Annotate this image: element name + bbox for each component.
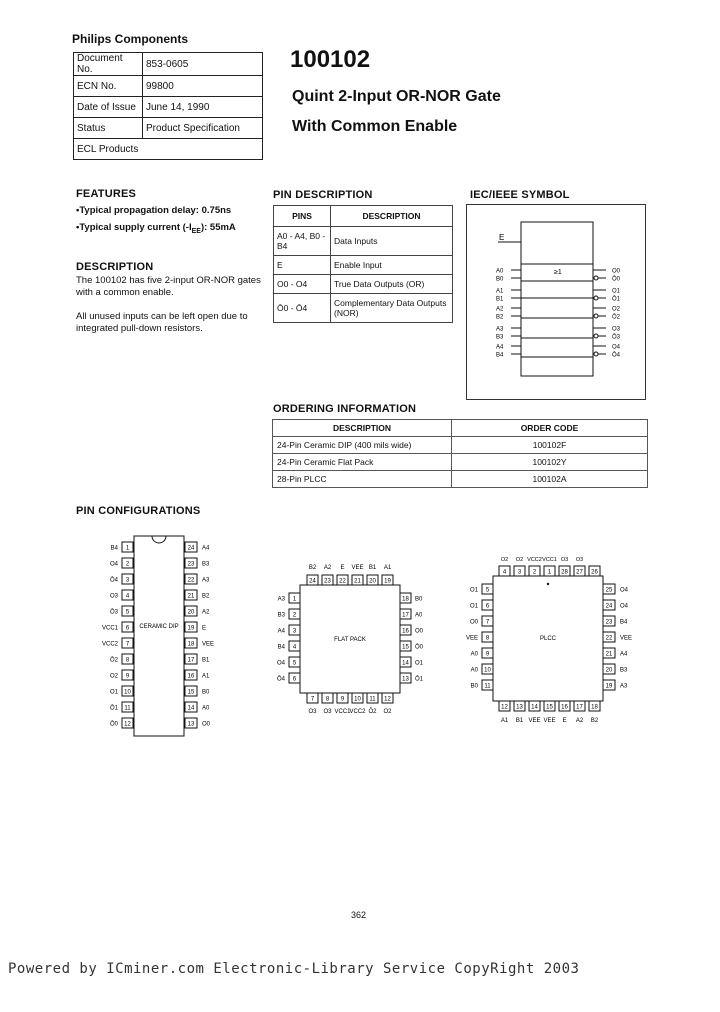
- pin-number: 19: [187, 625, 195, 632]
- dip-notch: [152, 536, 166, 543]
- input-label: B3: [496, 334, 504, 341]
- pin1-marker: [547, 583, 549, 585]
- pin-number: 22: [605, 635, 613, 642]
- pin-number: 11: [369, 696, 376, 703]
- pin-name: A3: [277, 596, 285, 603]
- output-label: Ō4: [612, 352, 621, 359]
- pin-number: 9: [485, 651, 490, 658]
- pin-number: 5: [125, 609, 130, 616]
- pin-description-table: [273, 205, 453, 323]
- pin-name: O0: [415, 628, 424, 635]
- pin-number: 28: [561, 569, 568, 576]
- pin-number: 24: [605, 603, 613, 610]
- pin-name: B3: [277, 612, 285, 619]
- input-label: B4: [496, 352, 504, 359]
- pin-number: 16: [187, 673, 195, 680]
- order-code: 100102F: [452, 437, 648, 454]
- output-label: O3: [612, 326, 621, 333]
- pin-name: VEE: [351, 565, 364, 571]
- title-line-1: Quint 2-Input OR-NOR Gate: [292, 88, 501, 105]
- pin-number: 3: [125, 577, 130, 584]
- output-label: Ō3: [612, 334, 621, 341]
- pin-number: 14: [531, 704, 538, 711]
- pin-name: B2: [202, 593, 210, 600]
- iec-symbol-diagram: [466, 204, 646, 400]
- pin-number: 27: [576, 569, 583, 576]
- pin-number: 4: [125, 593, 130, 600]
- pin-name: O4: [109, 561, 118, 568]
- desc-cell: Complementary Data Outputs (NOR): [331, 294, 453, 323]
- pin-name: B4: [110, 545, 118, 552]
- pin-number: 23: [605, 619, 613, 626]
- pin-number: 6: [292, 676, 297, 683]
- pin-number: 1: [547, 569, 552, 576]
- pin-name: B2: [308, 565, 317, 571]
- plcc-diagram: [455, 552, 645, 727]
- input-label: A0: [496, 268, 504, 275]
- enable-block: [521, 222, 593, 264]
- pin-cell: E: [274, 256, 331, 275]
- pin-name: Ō2: [109, 657, 118, 664]
- part-number: 100102: [290, 46, 371, 73]
- plcc-label: PLCC: [539, 636, 557, 642]
- pin-name: VCC2: [349, 709, 366, 715]
- col-header: PINS: [274, 206, 331, 227]
- footer-watermark: Powered by ICminer.com Electronic-Library Service CopyRight 2003: [8, 961, 580, 977]
- doc-label: Status: [74, 118, 143, 139]
- pin-name: B0: [202, 689, 210, 696]
- pin-number: 3: [292, 628, 297, 635]
- pin-name: O1: [469, 603, 478, 610]
- dip-body: [134, 536, 184, 736]
- pin-number: 6: [125, 625, 130, 632]
- pin-name: O3: [109, 593, 118, 600]
- pin-number: 14: [402, 660, 409, 667]
- pin-number: 8: [325, 696, 330, 703]
- pin-name: O0: [202, 721, 211, 728]
- pin-name: B3: [620, 667, 628, 674]
- pin-name: B2: [590, 718, 599, 724]
- pin-name: A0: [470, 667, 478, 674]
- pin-name: O0: [469, 619, 478, 626]
- pin-number: 11: [484, 683, 491, 690]
- pin-name: A4: [202, 545, 210, 552]
- pin-number: 2: [125, 561, 130, 568]
- pin-name: Ō2: [368, 709, 377, 715]
- desc-cell: Enable Input: [331, 256, 453, 275]
- order-desc: 28-Pin PLCC: [273, 471, 452, 488]
- pin-name: A1: [383, 565, 392, 571]
- pin-name: Ō1: [109, 705, 118, 712]
- dip-label: CERAMIC DIP: [139, 624, 179, 630]
- pin-number: 10: [354, 696, 361, 703]
- desc-cell: Data Inputs: [331, 227, 453, 256]
- pin-name: B0: [470, 683, 478, 690]
- pin-number: 20: [187, 609, 195, 616]
- pin-number: 5: [292, 660, 297, 667]
- pin-name: VCC2: [527, 557, 542, 563]
- pin-name: Ō3: [109, 609, 118, 616]
- pin-number: 15: [187, 689, 195, 696]
- pin-name: O4: [620, 587, 629, 594]
- pin-name: Ō4: [276, 676, 285, 683]
- input-label: B1: [496, 296, 504, 303]
- pin-number: 17: [187, 657, 195, 664]
- pin-number: 7: [125, 641, 130, 648]
- input-label: B2: [496, 314, 504, 321]
- col-header: DESCRIPTION: [331, 206, 453, 227]
- pin-name: O2: [383, 709, 392, 715]
- pin-name: O1: [415, 660, 424, 667]
- doc-value: Product Specification: [143, 118, 263, 139]
- pin-number: 26: [591, 569, 598, 576]
- pin-name: B3: [202, 561, 210, 568]
- title-line-2: With Common Enable: [292, 118, 458, 135]
- pin-name: O3: [308, 709, 317, 715]
- ordering-heading: ORDERING INFORMATION: [273, 403, 417, 415]
- pin-number: 7: [485, 619, 490, 626]
- pin-number: 19: [605, 683, 613, 690]
- pin-number: 17: [576, 704, 583, 711]
- pin-name: B4: [620, 619, 628, 626]
- pin-name: VCC1: [334, 709, 351, 715]
- pin-name: O3: [560, 557, 569, 563]
- pin-name: A2: [575, 718, 584, 724]
- pin-number: 7: [310, 696, 315, 703]
- pin-number: 4: [292, 644, 297, 651]
- pin-number: 6: [485, 603, 490, 610]
- pin-name: VCC1: [542, 557, 557, 563]
- pin-number: 4: [502, 569, 507, 576]
- pin-name: VEE: [528, 718, 541, 724]
- pin-number: 13: [187, 721, 195, 728]
- pin-number: 23: [187, 561, 195, 568]
- pin-number: 23: [324, 578, 331, 585]
- pin-number: 3: [517, 569, 522, 576]
- pin-number: 25: [605, 587, 613, 594]
- description-paragraph: The 100102 has five 2-input OR-NOR gates with a common enable.: [76, 275, 261, 298]
- pin-name: B1: [515, 718, 524, 724]
- pin-cell: Ō0 - Ō4: [274, 294, 331, 323]
- output-label: O0: [612, 268, 621, 275]
- pin-number: 15: [402, 644, 409, 651]
- pin-name: A0: [415, 612, 423, 619]
- pin-name: A2: [323, 565, 332, 571]
- pin-configurations-heading: PIN CONFIGURATIONS: [76, 505, 201, 517]
- product-line: ECL Products: [74, 139, 263, 160]
- company-name: Philips Components: [72, 32, 189, 46]
- pin-number: 22: [339, 578, 346, 585]
- pin-name: O3: [575, 557, 584, 563]
- pin-number: 18: [187, 641, 195, 648]
- order-code: 100102A: [452, 471, 648, 488]
- pin-number: 21: [354, 578, 361, 585]
- pin-name: B0: [415, 596, 423, 603]
- pin-name: VEE: [620, 635, 633, 642]
- pin-number: 19: [384, 578, 391, 585]
- pin-number: 11: [124, 705, 131, 712]
- pin-name: B1: [368, 565, 377, 571]
- pin-name: A3: [202, 577, 210, 584]
- input-label: A2: [496, 306, 504, 313]
- input-label: A4: [496, 344, 504, 351]
- order-desc: 24-Pin Ceramic Flat Pack: [273, 454, 452, 471]
- pin-number: 9: [340, 696, 345, 703]
- output-label: O4: [612, 344, 621, 351]
- pin-name: O2: [500, 557, 509, 563]
- pin-number: 10: [124, 689, 131, 696]
- pin-number: 12: [384, 696, 391, 703]
- inversion-bubble: [594, 334, 598, 338]
- pin-name: Ō0: [415, 644, 424, 651]
- pin-number: 1: [125, 545, 130, 552]
- pin-number: 18: [591, 704, 598, 711]
- doc-value: 99800: [143, 76, 263, 97]
- pin-name: E: [340, 565, 345, 571]
- pin-name: VCC1: [101, 625, 118, 632]
- output-label: Ō1: [612, 296, 621, 303]
- pin-number: 12: [124, 721, 131, 728]
- iec-symbol-heading: IEC/IEEE SYMBOL: [470, 189, 570, 201]
- pin-description-heading: PIN DESCRIPTION: [273, 189, 373, 201]
- gate-label: ≥1: [554, 269, 562, 276]
- pin-number: 20: [605, 667, 613, 674]
- ordering-table: [272, 419, 648, 488]
- pin-name: O2: [515, 557, 524, 563]
- order-code: 100102Y: [452, 454, 648, 471]
- pin-name: A2: [202, 609, 210, 616]
- desc-cell: True Data Outputs (OR): [331, 275, 453, 294]
- pin-name: A4: [620, 651, 628, 658]
- order-desc: 24-Pin Ceramic DIP (400 mils wide): [273, 437, 452, 454]
- input-label: A1: [496, 288, 504, 295]
- doc-value: June 14, 1990: [143, 97, 263, 118]
- pin-cell: O0 - O4: [274, 275, 331, 294]
- pin-number: 22: [187, 577, 195, 584]
- pin-name: VEE: [465, 635, 478, 642]
- pin-name: B4: [277, 644, 285, 651]
- pin-name: O3: [323, 709, 332, 715]
- pin-number: 2: [292, 612, 297, 619]
- pin-number: 16: [561, 704, 568, 711]
- pin-name: O4: [620, 603, 629, 610]
- pin-number: 16: [402, 628, 409, 635]
- feature-item: •Typical supply current $(-I_{EE})$: 55mA: [76, 222, 236, 235]
- pin-name: A0: [470, 651, 478, 658]
- pin-name: O1: [109, 689, 118, 696]
- pin-number: 1: [292, 596, 297, 603]
- description-paragraph: All unused inputs can be left open due to integrated pull-down resistors.: [76, 311, 248, 334]
- pin-number: 5: [485, 587, 490, 594]
- doc-label: ECN No.: [74, 76, 143, 97]
- inversion-bubble: [594, 314, 598, 318]
- iec-inputs: [496, 269, 521, 359]
- pin-number: 14: [187, 705, 195, 712]
- flatpack-diagram: [265, 555, 425, 720]
- pin-name: O1: [469, 587, 478, 594]
- pin-number: 13: [402, 676, 409, 683]
- pin-name: Ō0: [109, 721, 118, 728]
- pin-name: A4: [277, 628, 285, 635]
- inversion-bubble: [594, 296, 598, 300]
- pin-number: 21: [187, 593, 195, 600]
- pin-name: Ō4: [109, 577, 118, 584]
- pin-cell: A0 - A4, B0 - B4: [274, 227, 331, 256]
- output-label: Ō0: [612, 276, 621, 283]
- pin-number: 13: [516, 704, 523, 711]
- pin-name: A0: [202, 705, 210, 712]
- pin-name: B1: [202, 657, 210, 664]
- output-label: O2: [612, 306, 621, 313]
- output-label: Ō2: [612, 314, 621, 321]
- input-label: B0: [496, 276, 504, 283]
- pin-number: 17: [402, 612, 409, 619]
- pin-name: VEE: [543, 718, 556, 724]
- doc-label: Document No.: [74, 53, 143, 76]
- pin-number: 21: [605, 651, 613, 658]
- col-header: ORDER CODE: [452, 420, 648, 437]
- pin-name: O2: [109, 673, 118, 680]
- pin-number: 8: [125, 657, 130, 664]
- description-heading: DESCRIPTION: [76, 261, 154, 273]
- input-label: A3: [496, 326, 504, 333]
- col-header: DESCRIPTION: [273, 420, 452, 437]
- pin-name: Ō1: [415, 676, 424, 683]
- dip-pins: [102, 542, 214, 728]
- iec-outputs: [593, 269, 621, 359]
- doc-label: Date of Issue: [74, 97, 143, 118]
- feature-item: •Typical propagation delay: 0.75ns: [76, 205, 232, 216]
- pin-number: 12: [501, 704, 508, 711]
- pin-number: 24: [187, 545, 195, 552]
- dip-diagram: [90, 530, 240, 740]
- flatpack-label: FLAT PACK: [334, 637, 366, 643]
- features-heading: FEATURES: [76, 188, 137, 200]
- inversion-bubble: [594, 352, 598, 356]
- pin-name: E: [202, 625, 207, 632]
- output-label: O1: [612, 288, 621, 295]
- pin-name: E: [562, 718, 567, 724]
- pin-number: 24: [309, 578, 316, 585]
- document-info-table: [73, 52, 263, 160]
- inversion-bubble: [594, 276, 598, 280]
- pin-name: A3: [620, 683, 628, 690]
- pin-number: 10: [484, 667, 491, 674]
- pin-number: 15: [546, 704, 553, 711]
- doc-value: 853-0605: [143, 53, 263, 76]
- pin-number: 18: [402, 596, 409, 603]
- pin-number: 20: [369, 578, 376, 585]
- pin-number: 9: [125, 673, 130, 680]
- enable-label: E: [499, 233, 505, 242]
- pin-number: 2: [532, 569, 537, 576]
- page-number: 362: [351, 910, 367, 920]
- pin-name: VCC2: [101, 641, 118, 648]
- pin-name: O4: [276, 660, 285, 667]
- pin-name: A1: [500, 718, 509, 724]
- pin-name: VEE: [202, 641, 215, 648]
- pin-name: A1: [202, 673, 210, 680]
- pin-number: 8: [485, 635, 490, 642]
